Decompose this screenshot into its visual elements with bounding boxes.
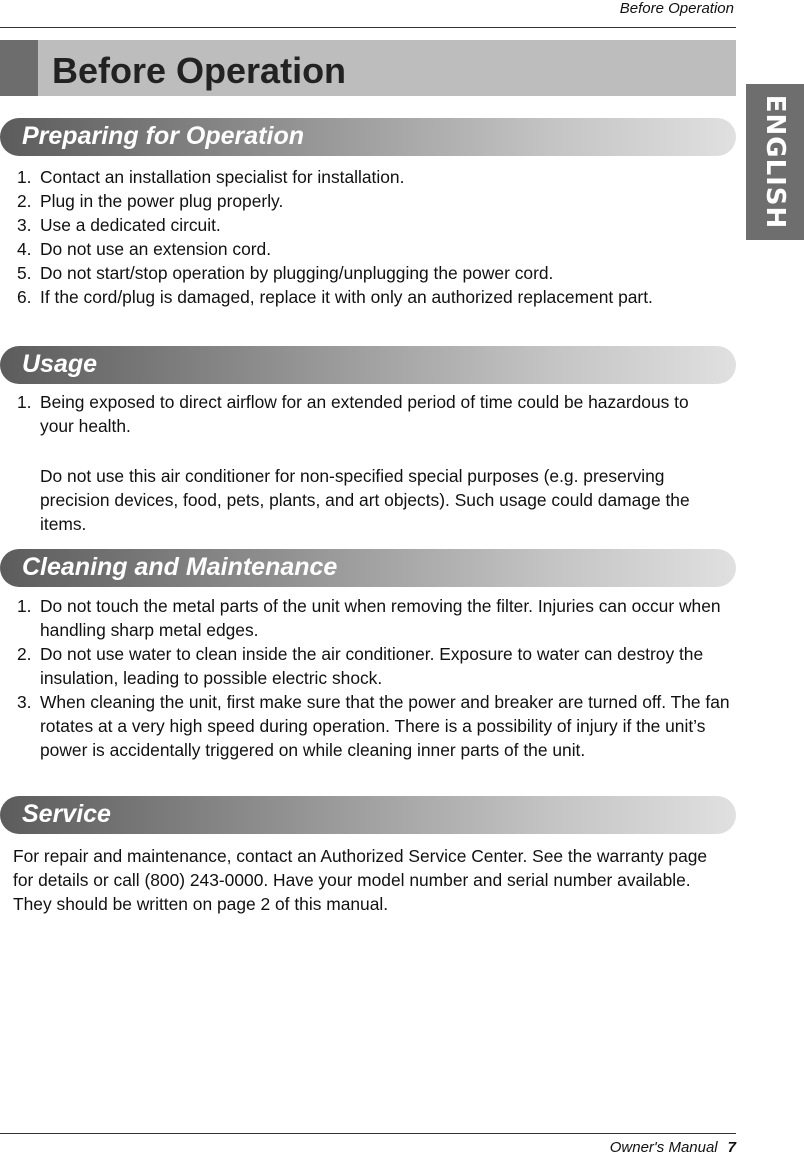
title-bar — [0, 40, 736, 96]
list-number: 3. — [17, 692, 32, 712]
list-item — [0, 261, 740, 285]
list-text: Plug in the power plug properly. — [40, 191, 284, 211]
page-number: 7 — [727, 1139, 736, 1156]
list-number: 4. — [17, 239, 32, 259]
list-item — [0, 594, 730, 642]
section-header-preparing — [0, 118, 736, 156]
section-title-preparing: Preparing for Operation — [22, 122, 304, 150]
title-accent-block — [0, 40, 38, 96]
list-item — [0, 237, 740, 261]
section-title-cleaning: Cleaning and Maintenance — [22, 553, 338, 581]
section-title-usage: Usage — [22, 350, 98, 378]
language-tab — [746, 84, 804, 240]
list-item — [0, 165, 740, 189]
preparing-list — [0, 165, 740, 309]
list-item — [0, 642, 710, 690]
list-text: When cleaning the unit, first make sure that the power and breaker are turned off. The fan rotates at a very high speed during operation. There is a possibility of injury if the unit’s power is accidentally triggered on while cleaning inner parts of the unit. — [40, 692, 730, 760]
list-text: Contact an installation specialist for installation. — [40, 167, 405, 187]
list-number: 5. — [17, 263, 32, 283]
list-item — [0, 690, 740, 762]
service-text: For repair and maintenance, contact an Authorized Service Center. See the warranty page for details or call (800) 243-0000. Have your model number and serial number available. They should be written on page 2 of this manual. — [13, 846, 708, 914]
list-text: Do not start/stop operation by plugging/unplugging the power cord. — [40, 263, 554, 283]
footer — [610, 1139, 736, 1156]
page-title: Before Operation — [52, 50, 347, 91]
list-item — [0, 213, 740, 237]
list-item — [0, 189, 740, 213]
list-text: Do not use an extension cord. — [40, 239, 272, 259]
list-number: 2. — [17, 191, 32, 211]
usage-note: Do not use this air conditioner for non-specified special purposes (e.g. preserving precision devices, food, pets, plants, and art objects). Such usage could damage the items. — [40, 466, 690, 534]
list-number: 6. — [17, 287, 32, 307]
list-text: If the cord/plug is damaged, replace it with only an authorized replacement part. — [40, 287, 653, 307]
list-number: 1. — [17, 167, 32, 187]
language-tab-label: ENGLISH — [760, 94, 790, 230]
header-divider — [0, 27, 736, 28]
list-number: 2. — [17, 644, 32, 664]
usage-list — [0, 390, 690, 438]
list-text: Do not touch the metal parts of the unit when removing the filter. Injuries can occur when handling sharp metal edges. — [40, 596, 721, 640]
cleaning-list — [0, 594, 740, 762]
list-number: 1. — [17, 596, 32, 616]
footer-divider — [0, 1133, 736, 1134]
list-text: Use a dedicated circuit. — [40, 215, 221, 235]
footer-label: Owner's Manual — [609, 1139, 718, 1156]
list-item — [0, 285, 710, 309]
list-text: Being exposed to direct airflow for an extended period of time could be hazardous to your health. — [40, 392, 689, 436]
list-item — [0, 390, 690, 438]
section-header-usage — [0, 346, 736, 384]
section-title-service: Service — [22, 800, 111, 828]
running-header: Before Operation — [619, 0, 734, 17]
section-header-cleaning — [0, 549, 736, 587]
list-number: 1. — [17, 392, 32, 412]
list-number: 3. — [17, 215, 32, 235]
list-text: Do not use water to clean inside the air conditioner. Exposure to water can destroy the insulation, leading to possible electric shock. — [40, 644, 704, 688]
section-header-service — [0, 796, 736, 834]
